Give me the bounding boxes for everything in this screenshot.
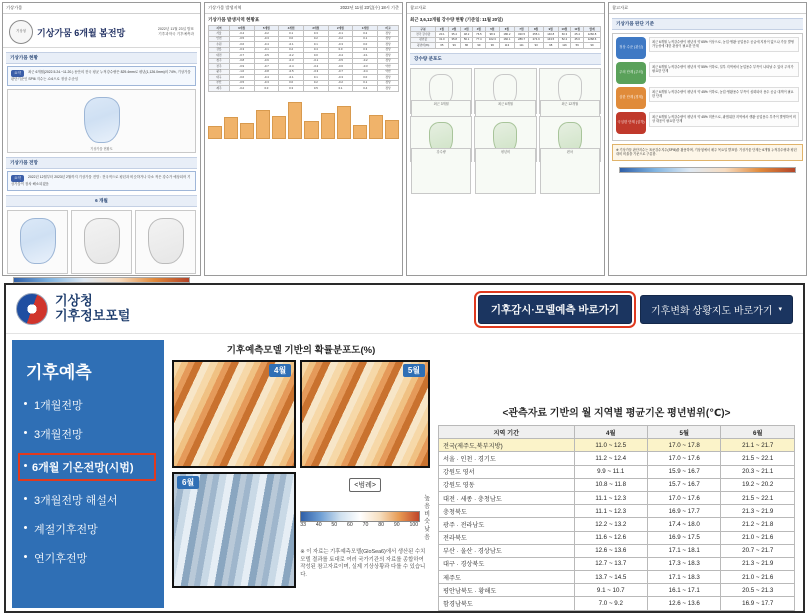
doc3-title: 최근 3,6,12개월 강수량 현황 (기준일: 11월 20일) xyxy=(410,17,503,22)
doc2-col-1: 6개월 xyxy=(229,26,254,31)
doc4-levels xyxy=(612,33,803,141)
colorbar-ticks xyxy=(300,522,418,528)
doc2-barchart xyxy=(208,95,399,139)
doc1-header xyxy=(3,3,200,14)
doc2-col-6: 1개월 xyxy=(353,26,378,31)
doc1-section2-bar: 기상가뭄 전망 xyxy=(6,157,197,169)
table-row: 서울 -0.4 -0.2 0.1 0.3 -0.1 0.2 정상 xyxy=(209,31,399,36)
agency-seal-icon: 기상청 xyxy=(9,20,33,44)
table-row: 전국(제주도,북부지방) 11.0 ~ 12.5 17.0 ~ 17.8 21.1 ~ 21.7 xyxy=(439,439,795,452)
table-row: 함경남북도 7.0 ~ 9.2 12.6 ~ 13.6 16.9 ~ 17.7 xyxy=(439,597,795,610)
climate-change-map-label: 기후변화 상황지도 바로가기 xyxy=(651,305,773,317)
table-row: 전라북도 11.6 ~ 12.6 16.9 ~ 17.5 21.0 ~ 21.6 xyxy=(439,531,795,544)
tick-33: 33 xyxy=(300,521,306,528)
doc1-section1-bar: 기상가뭄 현황 xyxy=(6,52,197,64)
level-badge-normal: 정상 수준 (관심) xyxy=(616,37,646,59)
doc1-map-row-2 xyxy=(7,210,196,274)
doc2-title: 기상가뭄 발생지역 현황표 xyxy=(208,17,260,22)
doc3-header-row: 구분 1월 2월 3월 4월 5월 6월 7월 8월 9월 10월 11월 합계 xyxy=(411,27,601,32)
table-row: 서울 · 인천 · 경기도 11.2 ~ 12.4 17.0 ~ 17.6 21.5 ~ 22.1 xyxy=(439,452,795,465)
forecast-map-may[interactable] xyxy=(300,360,430,468)
col-june: 6월 xyxy=(721,426,795,439)
level-badge-caution: 주의 단계 (주의) xyxy=(616,62,646,84)
legend-title: <범례> xyxy=(349,478,381,492)
table-row: 인천 -0.5 -0.3 0.0 0.2 -0.2 0.1 정상 xyxy=(209,36,399,41)
normal-range-header-row xyxy=(439,426,795,439)
tick-70: 70 xyxy=(362,521,369,528)
doc3-map-5: 편차 xyxy=(539,116,601,162)
doc3-map-1: 최근 6개월 xyxy=(474,68,536,114)
sidebar-item-seasonal[interactable]: 계절기후전망 xyxy=(22,521,154,537)
legend-category-labels xyxy=(424,496,430,543)
climate-portal-page xyxy=(4,283,805,613)
logo-text xyxy=(55,294,130,324)
doc3-table xyxy=(410,26,601,49)
table-row: 대구 · 경상북도 12.7 ~ 13.7 17.3 ~ 18.3 21.3 ~ 21.9 xyxy=(439,557,795,570)
table-row: 평년비(%) 65 99 86 99 96 113 111 93 98 116 56 99 xyxy=(411,43,601,48)
doc1-chart-title: 6 개월 xyxy=(6,195,197,207)
doc2-col-7: 비고 xyxy=(378,26,399,31)
doc2-header xyxy=(205,3,402,14)
taegeuk-logo-icon xyxy=(16,293,48,325)
doc2-col-4: 3개월 xyxy=(303,26,328,31)
sidebar-item-3month[interactable]: 3개월전망 xyxy=(22,426,154,442)
table-row: 수원 -0.6 -0.4 -0.1 0.1 -0.3 0.0 정상 xyxy=(209,42,399,47)
doc4-legend-bar xyxy=(619,167,796,173)
table-row: 청주 -0.8 -0.6 -0.3 -0.1 -0.5 -0.2 정상 xyxy=(209,58,399,63)
table-row: 광주 -1.0 -0.8 -0.5 -0.3 -0.7 -0.4 약한 xyxy=(209,69,399,74)
legend-label-low: 낮음 xyxy=(424,527,430,541)
table-row: 충청북도 11.1 ~ 12.3 16.9 ~ 17.7 21.3 ~ 21.9 xyxy=(439,505,795,518)
climate-monitor-shortcut-button[interactable]: 기후감시·모델예측 바로가기 xyxy=(478,295,632,324)
doc1-section1-tag: 요약 xyxy=(11,70,24,77)
table-row: 부산 -0.5 -0.3 0.0 0.2 -0.2 0.1 정상 xyxy=(209,80,399,85)
legend-title-row xyxy=(300,478,430,492)
doc1-titleblock xyxy=(3,14,200,48)
sidebar-item-3month-commentary[interactable]: 3개월전망 해설서 xyxy=(22,492,154,508)
legend-label-high: 높음 xyxy=(424,496,430,510)
table-row: 강원도 영동 10.8 ~ 11.8 15.7 ~ 16.7 19.2 ~ 20.2 xyxy=(439,478,795,491)
legend-label-near: 비슷 xyxy=(424,511,430,526)
doc2-col-3: 4개월 xyxy=(279,26,304,31)
doc1-datelines xyxy=(129,27,194,37)
doc1-section2-tag: 요약 xyxy=(11,175,24,182)
doc-reference-precip[interactable] xyxy=(406,2,605,276)
legend-panel xyxy=(300,472,430,588)
chevron-down-icon: ▾ xyxy=(778,306,782,313)
doc3-map-3: 강수량 xyxy=(410,116,472,162)
tick-50: 50 xyxy=(331,521,338,528)
portal-header xyxy=(6,285,803,334)
table-row: 대구 -0.6 -0.4 -0.1 0.1 -0.3 0.0 정상 xyxy=(209,75,399,80)
doc3-header-left: 참고자료 xyxy=(410,5,427,10)
level-badge-extreme: 극심한 단계 (심각) xyxy=(616,112,646,134)
table-row: 전국 강수량 20.1 35.4 48.2 76.5 98.3 180.2 320.5 255.1 140.8 60.3 25.4 1260.8 xyxy=(411,32,601,37)
doc-reference-criteria[interactable] xyxy=(608,2,807,276)
portal-logo[interactable] xyxy=(16,293,130,325)
doc2-body xyxy=(205,14,402,142)
normal-range-title: <관측자료 기반의 월 지역별 평균기온 평년범위(℃)> xyxy=(502,408,731,419)
doc4-header xyxy=(609,3,806,14)
col-region: 지역 기간 xyxy=(439,426,575,439)
doc1-map-c xyxy=(135,210,196,274)
doc4-title: 기상가뭄 판단 기준 xyxy=(612,18,803,30)
level-text-normal: 최근 6개월 누적강수량이 평년의 약 65% 이상으로, 농업·생활·공업용수 공급에 지장이 없으나 가뭄 발생 가능성에 대한 관심이 필요한 단계 xyxy=(649,37,799,52)
col-may: 5월 xyxy=(648,426,721,439)
table-row: 광주 · 전라남도 12.2 ~ 13.2 17.4 ~ 18.0 21.2 ~ 21.8 xyxy=(439,518,795,531)
map-month-tag-june: 6월 xyxy=(177,476,199,489)
tick-40: 40 xyxy=(315,521,322,528)
level-text-severe: 최근 6개월 누적강수량이 평년의 약 45% 이하로, 농업·생활용수 부족이 심화되어 용수 공급 대책이 필요한 단계 xyxy=(649,87,799,102)
table-row: 강원도 영서 9.9 ~ 11.1 15.9 ~ 16.7 20.3 ~ 21.1 xyxy=(439,465,795,478)
table-row: 대전 · 세종 · 충청남도 11.1 ~ 12.3 17.0 ~ 17.6 21.5 ~ 22.1 xyxy=(439,491,795,504)
sidebar-item-annual[interactable]: 연기후전망 xyxy=(22,550,154,566)
doc1-section2-box xyxy=(7,171,196,191)
portal-body xyxy=(6,334,803,614)
doc3-map-grid xyxy=(410,68,601,162)
table-row: 전주 -0.9 -0.7 -0.4 -0.2 -0.6 -0.3 약한 xyxy=(209,64,399,69)
tick-60: 60 xyxy=(347,521,353,528)
doc4-level-2 xyxy=(616,87,799,109)
doc1-map-a xyxy=(7,210,68,274)
doc1-date: 2022년 11월 23일 발표 xyxy=(157,27,194,31)
sidebar-item-6month-temp-outlook[interactable]: 6개월 기온전망(시범) xyxy=(20,455,154,479)
doc3-section-title: 강수량 분포도 xyxy=(410,53,601,65)
logo-line1: 기상청 xyxy=(55,293,93,309)
doc1-section1-text: 최근 6개월(2022.5.24.~11.20.) 동안의 전국 평균 누적강수량은 829.4mm로 평년(1,126.0mm)의 74%, 기상가뭄 판단기준인 SPI6 지수는 -0.6으로 정상 수준임 xyxy=(11,70,191,82)
doc4-level-0 xyxy=(616,37,799,59)
doc2-col-2: 5개월 xyxy=(254,26,279,31)
sidebar-nav xyxy=(22,397,154,566)
normal-range-table xyxy=(438,425,795,611)
doc4-note: ※ 기상가뭄 판단지수는 표준강수지수(SPI6)를 활용하며, 기상청에서 매주 목요일 발표함. 기상가뭄 단계는 6개월 누적강수량과 평년 대비 비율을 기준으로 구분함. xyxy=(612,144,803,161)
table-row: 부산 · 울산 · 경상남도 12.6 ~ 13.6 17.1 ~ 18.1 20.7 ~ 21.7 xyxy=(439,544,795,557)
map-month-tag-april: 4월 xyxy=(269,364,291,377)
level-text-extreme: 최근 6개월 누적강수량이 평년의 약 45% 미만으로, 광범위한 지역에서 생활·공업용수 부족이 발생하여 비상 대응이 필요한 단계 xyxy=(649,112,799,127)
logo-line2: 기후정보포털 xyxy=(55,308,131,323)
table-row: 제주도 13.7 ~ 14.5 17.1 ~ 18.3 21.0 ~ 21.6 xyxy=(439,571,795,584)
doc4-level-3 xyxy=(616,112,799,134)
doc1-section1-box xyxy=(7,66,196,86)
doc1-map-b xyxy=(71,210,132,274)
sidebar xyxy=(12,340,164,608)
doc-drought-region-table[interactable] xyxy=(204,2,403,276)
forecast-map-grid xyxy=(172,360,430,588)
doc3-map-4: 평년비 xyxy=(474,116,536,162)
doc1-map-current xyxy=(7,89,196,153)
table-row: 대전 -0.7 -0.5 -0.2 0.0 -0.4 -0.1 정상 xyxy=(209,53,399,58)
col-april: 4월 xyxy=(574,426,647,439)
doc3-header xyxy=(407,3,604,14)
tick-90: 90 xyxy=(393,521,400,528)
table-row: 강릉 -0.3 -0.1 0.2 0.4 0.0 0.3 정상 xyxy=(209,47,399,52)
tick-80: 80 xyxy=(378,521,385,528)
doc2-col-0: 지역 xyxy=(209,26,230,31)
doc3-map-0: 최근 3개월 xyxy=(410,68,472,114)
doc2-col-5: 2개월 xyxy=(328,26,353,31)
sidebar-item-1month[interactable]: 1개월전망 xyxy=(22,397,154,413)
probability-colorbar xyxy=(300,511,420,522)
map-month-tag-may: 5월 xyxy=(403,364,425,377)
climate-change-map-shortcut-button[interactable] xyxy=(640,295,793,324)
doc1-title: 기상가뭄 6개월 봄전망 xyxy=(37,27,126,38)
doc1-section2-text: 2022년 12월부터 2023년 2월까지 기상가뭄 전망 : 전국적으로 평년과 비슷하거나 다소 적은 강수가 예상되어 기상가뭄이 점차 해소되겠음 xyxy=(11,175,191,187)
document-thumbnail-strip xyxy=(0,0,809,278)
doc1-header-left: 기상가뭄 xyxy=(6,5,23,10)
forecast-map-panel xyxy=(164,334,434,614)
sidebar-title: 기후예측 xyxy=(26,363,92,382)
tick-100: 100 xyxy=(409,521,419,528)
table-row: 제주 -0.2 0.0 0.3 0.5 0.1 0.4 정상 xyxy=(209,86,399,91)
doc-drought-outlook[interactable] xyxy=(2,2,201,276)
forecast-map-june[interactable] xyxy=(172,472,296,588)
doc2-table xyxy=(208,25,399,92)
portal-header-buttons xyxy=(478,295,793,324)
doc1-org: 기후과학국 기후예측과 xyxy=(158,32,194,36)
doc2-header-right: 2022년 11월 23일(수) 18시 기준 xyxy=(340,5,399,10)
doc1-map-current-caption: 기상가뭄 현황도 xyxy=(90,147,113,152)
doc2-header-left: 기상가뭄 발생지역 xyxy=(208,5,242,10)
level-text-caution: 최근 6개월 누적강수량이 평년의 약 55% 이하로, 일부 지역에서 농업용수 부족이 나타날 수 있어 주의가 필요한 단계 xyxy=(649,62,799,77)
forecast-map-april[interactable] xyxy=(172,360,296,468)
normal-range-panel xyxy=(434,334,803,614)
doc4-header-left: 참고자료 xyxy=(612,5,629,10)
forecast-footnote: ※ 이 자료는 기후예측모델(GloSea6)에서 생산된 수치모델 결과를 토대로 여러 국가기관의 자료를 종합하여 작성된 참고자료이며, 실제 기상상황과 다를 수 있습니다. xyxy=(300,548,426,579)
level-badge-severe: 심한 단계 (경계) xyxy=(616,87,646,109)
table-row: 평년값 31.0 35.8 56.1 77.4 102.3 160.1 289.7 274.9 143.5 52.2 45.6 1268.6 xyxy=(411,37,601,42)
table-row: 평안남북도 · 황해도 9.1 ~ 10.7 16.1 ~ 17.1 20.5 ~ 21.3 xyxy=(439,584,795,597)
doc3-map-2: 최근 12개월 xyxy=(539,68,601,114)
forecast-chart-title: 기후예측모델 기반의 확률분포도(%) xyxy=(226,345,376,356)
doc4-level-1 xyxy=(616,62,799,84)
doc1-map-row-1 xyxy=(7,89,196,153)
